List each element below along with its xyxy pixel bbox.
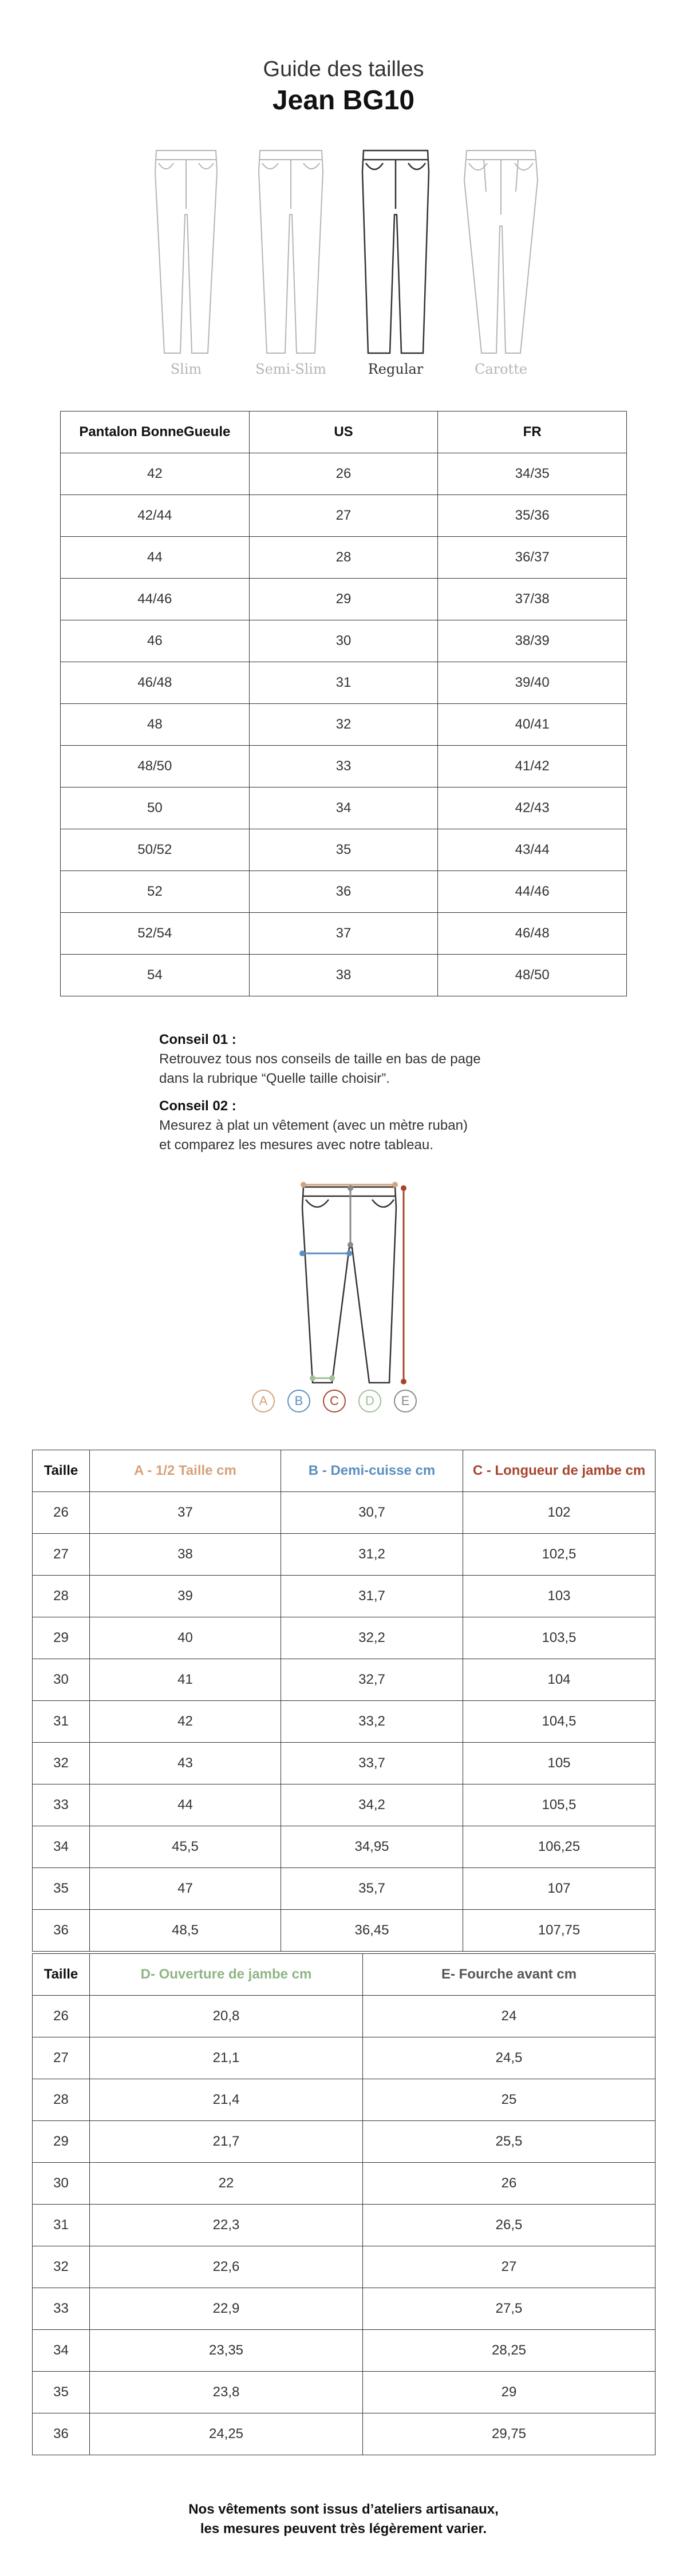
table-row: [61, 829, 627, 871]
table-cell: 105,5: [463, 1784, 656, 1826]
table-cell: 38: [90, 1534, 281, 1576]
table-cell: 28,25: [363, 2330, 656, 2372]
table-cell: 105: [463, 1743, 656, 1784]
header-d-leg-opening: D- Ouverture de jambe cm: [90, 1954, 363, 1996]
fit-label: Carotte: [474, 361, 528, 377]
table-cell: 33,2: [281, 1701, 463, 1743]
size-tips: [159, 1030, 560, 1155]
table-row: [33, 2288, 656, 2330]
carrot-pants-icon: [461, 146, 541, 358]
table-cell: 31,2: [281, 1534, 463, 1576]
table-cell: 33: [33, 2288, 90, 2330]
header-a-half-waist: A - 1/2 Taille cm: [90, 1450, 281, 1492]
table-cell: 30: [33, 2163, 90, 2205]
table-cell: 29: [363, 2372, 656, 2413]
table-cell: 35/36: [438, 495, 627, 537]
tip-line: et comparez les mesures avec notre tableau.: [159, 1137, 433, 1153]
table-cell: 44/46: [61, 579, 250, 620]
tip-line: dans la rubrique “Quelle taille choisir”.: [159, 1071, 390, 1086]
header-pantalon: Pantalon BonneGueule: [61, 411, 250, 453]
table-cell: 104: [463, 1659, 656, 1701]
table-row: [33, 1617, 656, 1659]
tip-line: Mesurez à plat un vêtement (avec un mètre ruban): [159, 1118, 468, 1133]
table-cell: 25: [363, 2079, 656, 2121]
legend-c: C: [323, 1390, 346, 1412]
guide-subtitle: Guide des tailles: [263, 57, 424, 81]
table-row: [61, 704, 627, 746]
table-row: [33, 1996, 656, 2037]
fit-slim: [137, 146, 235, 377]
table-cell: 39/40: [438, 662, 627, 704]
table-row: [61, 495, 627, 537]
table-cell: 20,8: [90, 1996, 363, 2037]
table-row: [33, 1576, 656, 1617]
table-cell: 21,4: [90, 2079, 363, 2121]
table-cell: 33,7: [281, 1743, 463, 1784]
tip-title: Conseil 01 :: [159, 1032, 236, 1047]
legend-d: D: [358, 1390, 381, 1412]
table-row: [61, 579, 627, 620]
table-cell: 22,3: [90, 2205, 363, 2246]
header-taille: Taille: [33, 1450, 90, 1492]
fit-label: Regular: [368, 361, 424, 377]
table-cell: 103,5: [463, 1617, 656, 1659]
table-cell: 40/41: [438, 704, 627, 746]
table-cell: 44: [61, 537, 250, 579]
table-cell: 22,9: [90, 2288, 363, 2330]
table-row: [61, 537, 627, 579]
table-cell: 40: [90, 1617, 281, 1659]
table-cell: 102: [463, 1492, 656, 1534]
table-cell: 27: [249, 495, 438, 537]
footer-line: Nos vêtements sont issus d’ateliers artisanaux,: [188, 2502, 499, 2517]
table-cell: 23,8: [90, 2372, 363, 2413]
table-cell: 45,5: [90, 1826, 281, 1868]
table-cell: 46/48: [438, 913, 627, 955]
table-cell: 52: [61, 871, 250, 913]
table-cell: 26: [33, 1492, 90, 1534]
legend-b: B: [287, 1390, 310, 1412]
table-row: [61, 913, 627, 955]
legend-a: A: [252, 1390, 275, 1412]
table-row: [33, 1701, 656, 1743]
table-row: [33, 2163, 656, 2205]
table-cell: 32: [33, 2246, 90, 2288]
legend-e: E: [394, 1390, 417, 1412]
tip-title: Conseil 02 :: [159, 1098, 236, 1114]
table-row: [61, 620, 627, 662]
table-cell: 35: [249, 829, 438, 871]
table-cell: 34,95: [281, 1826, 463, 1868]
table-cell: 28: [249, 537, 438, 579]
table-cell: 42: [90, 1701, 281, 1743]
table-cell: 41/42: [438, 746, 627, 788]
table-cell: 48/50: [438, 955, 627, 996]
header-c-leg-length: C - Longueur de jambe cm: [463, 1450, 656, 1492]
table-cell: 25,5: [363, 2121, 656, 2163]
table-cell: 29: [33, 1617, 90, 1659]
measurements-table-1: [32, 1450, 656, 1952]
header-us: US: [249, 411, 438, 453]
table-cell: 50/52: [61, 829, 250, 871]
table-cell: 35: [33, 1868, 90, 1910]
table-row: [33, 1910, 656, 1952]
table-cell: 106,25: [463, 1826, 656, 1868]
fit-label: Slim: [170, 361, 202, 377]
table-cell: 33: [33, 1784, 90, 1826]
header-taille: Taille: [33, 1954, 90, 1996]
table-header-row: [33, 1954, 656, 1996]
table-cell: 48,5: [90, 1910, 281, 1952]
table-cell: 24,25: [90, 2413, 363, 2455]
table-row: [33, 1784, 656, 1826]
semi-slim-pants-icon: [251, 146, 331, 358]
table-row: [33, 2413, 656, 2455]
table-cell: 26,5: [363, 2205, 656, 2246]
table-cell: 22: [90, 2163, 363, 2205]
table-cell: 32,7: [281, 1659, 463, 1701]
table-cell: 102,5: [463, 1534, 656, 1576]
table-row: [61, 453, 627, 495]
table-row: [33, 2372, 656, 2413]
table-cell: 34: [33, 1826, 90, 1868]
table-cell: 33: [249, 746, 438, 788]
table-cell: 107: [463, 1868, 656, 1910]
measured-pants-icon: [263, 1179, 435, 1391]
table-cell: 26: [363, 2163, 656, 2205]
table-cell: 32,2: [281, 1617, 463, 1659]
table-row: [61, 788, 627, 829]
table-cell: 34: [33, 2330, 90, 2372]
table-cell: 38/39: [438, 620, 627, 662]
table-cell: 38: [249, 955, 438, 996]
table-cell: 43/44: [438, 829, 627, 871]
header-fr: FR: [438, 411, 627, 453]
table-cell: 48/50: [61, 746, 250, 788]
measurement-legend: [252, 1390, 441, 1417]
table-cell: 42/44: [61, 495, 250, 537]
footer-note: [0, 2500, 687, 2539]
table-cell: 36: [33, 1910, 90, 1952]
table-cell: 32: [33, 1743, 90, 1784]
table-cell: 27: [33, 1534, 90, 1576]
table-cell: 50: [61, 788, 250, 829]
tip-line: Retrouvez tous nos conseils de taille en bas de page: [159, 1051, 481, 1067]
fit-label: Semi-Slim: [255, 361, 326, 377]
table-row: [33, 2079, 656, 2121]
table-cell: 104,5: [463, 1701, 656, 1743]
table-cell: 41: [90, 1659, 281, 1701]
table-cell: 23,35: [90, 2330, 363, 2372]
table-cell: 24: [363, 1996, 656, 2037]
table-header-row: [33, 1450, 656, 1492]
table-cell: 36/37: [438, 537, 627, 579]
table-cell: 44/46: [438, 871, 627, 913]
table-cell: 24,5: [363, 2037, 656, 2079]
table-cell: 31: [249, 662, 438, 704]
table-row: [61, 662, 627, 704]
table-row: [33, 2330, 656, 2372]
table-cell: 36: [33, 2413, 90, 2455]
table-header-row: [61, 411, 627, 453]
table-cell: 28: [33, 2079, 90, 2121]
table-cell: 31: [33, 2205, 90, 2246]
table-row: [33, 2037, 656, 2079]
slim-pants-icon: [146, 146, 226, 358]
footer-line: les mesures peuvent très légèrement varier.: [200, 2521, 487, 2537]
table-cell: 34/35: [438, 453, 627, 495]
table-row: [61, 955, 627, 996]
table-cell: 29: [249, 579, 438, 620]
table-cell: 35,7: [281, 1868, 463, 1910]
table-cell: 28: [33, 1576, 90, 1617]
table-cell: 48: [61, 704, 250, 746]
table-row: [61, 746, 627, 788]
fit-illustrations: [137, 146, 550, 386]
fit-regular: [347, 146, 444, 377]
table-row: [33, 2121, 656, 2163]
fit-carotte: [452, 146, 550, 377]
table-cell: 30: [249, 620, 438, 662]
table-cell: 29: [33, 2121, 90, 2163]
measurements-table-2: [32, 1953, 656, 2455]
table-cell: 37: [90, 1492, 281, 1534]
table-cell: 29,75: [363, 2413, 656, 2455]
table-cell: 27: [363, 2246, 656, 2288]
table-cell: 47: [90, 1868, 281, 1910]
regular-pants-icon: [356, 146, 436, 358]
table-row: [33, 1743, 656, 1784]
product-title: Jean BG10: [272, 85, 415, 116]
table-cell: 54: [61, 955, 250, 996]
table-cell: 21,1: [90, 2037, 363, 2079]
table-row: [33, 1659, 656, 1701]
table-cell: 21,7: [90, 2121, 363, 2163]
table-row: [33, 2246, 656, 2288]
table-row: [33, 1492, 656, 1534]
table-cell: 42: [61, 453, 250, 495]
table-cell: 22,6: [90, 2246, 363, 2288]
table-cell: 37: [249, 913, 438, 955]
table-cell: 26: [33, 1996, 90, 2037]
table-cell: 46/48: [61, 662, 250, 704]
table-cell: 32: [249, 704, 438, 746]
table-cell: 30,7: [281, 1492, 463, 1534]
table-cell: 36,45: [281, 1910, 463, 1952]
size-conversion-table: [60, 411, 627, 996]
table-cell: 30: [33, 1659, 90, 1701]
table-cell: 36: [249, 871, 438, 913]
table-cell: 44: [90, 1784, 281, 1826]
table-cell: 107,75: [463, 1910, 656, 1952]
table-cell: 27: [33, 2037, 90, 2079]
table-cell: 27,5: [363, 2288, 656, 2330]
header-e-front-rise: E- Fourche avant cm: [363, 1954, 656, 1996]
table-row: [61, 871, 627, 913]
table-cell: 34,2: [281, 1784, 463, 1826]
header-b-half-thigh: B - Demi-cuisse cm: [281, 1450, 463, 1492]
table-cell: 39: [90, 1576, 281, 1617]
table-cell: 34: [249, 788, 438, 829]
table-cell: 35: [33, 2372, 90, 2413]
table-cell: 103: [463, 1576, 656, 1617]
table-cell: 31: [33, 1701, 90, 1743]
table-cell: 31,7: [281, 1576, 463, 1617]
table-cell: 43: [90, 1743, 281, 1784]
table-cell: 37/38: [438, 579, 627, 620]
table-cell: 42/43: [438, 788, 627, 829]
table-row: [33, 1868, 656, 1910]
table-row: [33, 2205, 656, 2246]
fit-semi-slim: [242, 146, 339, 377]
table-row: [33, 1826, 656, 1868]
table-cell: 52/54: [61, 913, 250, 955]
table-cell: 46: [61, 620, 250, 662]
table-cell: 26: [249, 453, 438, 495]
table-row: [33, 1534, 656, 1576]
